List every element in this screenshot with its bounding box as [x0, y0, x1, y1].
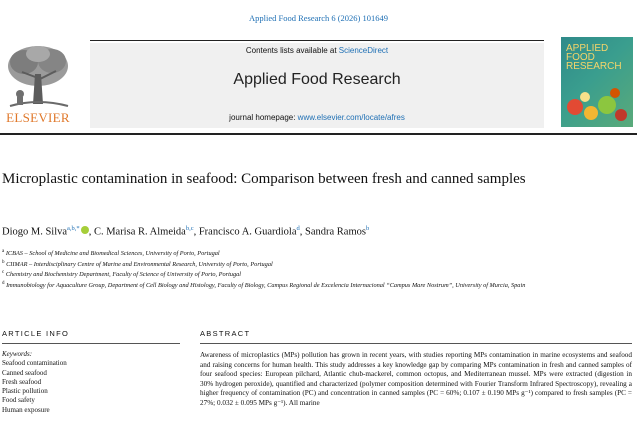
affiliation-mark: c: [2, 270, 5, 276]
affiliation-mark: a: [2, 249, 5, 254]
homepage-prefix: journal homepage:: [229, 113, 298, 122]
keyword-item: Plastic pollution: [2, 387, 48, 396]
elsevier-tree-icon: [2, 44, 74, 110]
author-name[interactable]: Diogo M. Silva: [2, 226, 68, 238]
author-affiliation-mark[interactable]: a,b,*: [67, 225, 80, 232]
keywords-block: [2, 350, 182, 415]
keywords-label: Keywords:: [2, 350, 33, 358]
contents-prefix: Contents lists available at: [245, 46, 339, 55]
article-title: Microplastic contamination in seafood: Comparison between fresh and canned samples: [2, 171, 526, 187]
cover-title: [566, 44, 630, 71]
header-bottom-rule: [0, 133, 637, 135]
journal-name: Applied Food Research: [233, 71, 401, 88]
keyword-item: Seafood contamination: [2, 359, 67, 368]
orcid-icon[interactable]: [81, 226, 89, 234]
cover-title-line-2: FOOD: [566, 52, 595, 63]
homepage-link[interactable]: www.elsevier.com/locate/afres: [297, 113, 405, 122]
affiliations: [2, 248, 562, 291]
author-affiliation-mark[interactable]: b: [365, 225, 370, 232]
article-info-heading: ARTICLE INFO: [2, 329, 70, 338]
affiliation-item: [2, 248, 562, 259]
affiliation-mark: d: [2, 281, 5, 287]
author-list: Diogo M. Silva$^{a,b,*}$ , C. Marisa R. Almeida$^{b,c}$, Francisco A. Guardiola$^d$, Sandra Ramos$^b$: [2, 225, 370, 238]
keyword-item: Food safety: [2, 396, 35, 405]
sciencedirect-link[interactable]: ScienceDirect: [338, 46, 389, 55]
affiliation-text: CIIMAR – Interdisciplinary Centre of Marine and Environmental Research, University of Porto, Portugal: [6, 260, 273, 268]
keyword-item: Human exposure: [2, 405, 50, 414]
affiliation-item: [2, 269, 562, 280]
keyword-item: Fresh seafood: [2, 377, 42, 386]
affiliation-item: [2, 280, 562, 291]
author-name[interactable]: Sandra Ramos: [305, 226, 366, 238]
cover-title-line-3: RESEARCH: [566, 61, 622, 72]
author-name[interactable]: Francisco A. Guardiola: [198, 226, 297, 238]
elsevier-wordmark: ELSEVIER: [6, 110, 70, 125]
journal-citation[interactable]: Applied Food Research 6 (2026) 101649: [248, 13, 389, 23]
affiliation-text: ICBAS – School of Medicine and Biomedical Sciences, University of Porto, Portugal: [5, 250, 220, 258]
affiliation-text: Chemistry and Biochemistry Department, Faculty of Science of University of Porto, Portugal: [5, 271, 242, 279]
affiliation-text: Immunobiology for Aquaculture Group, Department of Cell Biology and Histology, Faculty of Biology, Campus Regional de Excelencia Internacional “Campus Mare Nostrum”, University of Murcia, Spain: [6, 282, 526, 290]
affiliation-item: [2, 259, 562, 270]
article-info-rule: [2, 343, 180, 344]
abstract-rule: [200, 343, 632, 344]
homepage-line: [90, 113, 544, 122]
keyword-item: Canned seafood: [2, 368, 47, 377]
affiliation-mark: b: [2, 259, 5, 265]
author-affiliation-mark[interactable]: d: [296, 225, 300, 232]
abstract-text: Awareness of microplastics (MPs) pollution has grown in recent years, with studies reporting MPs contamination in marine ecosystems and seafood and raising concerns for human health. This study addresses a key knowledge gap by comparing MPs contamination in fresh and canned samples of four seafood species: European pilchard, Atlantic chub-mackerel, common octopus, and Mediterranean mussel. MPs were extracted (digestion in 30% hydrogen peroxide), quantified and characterized (polymer composition determined with Fourier Transform Infrared Spectroscopy), revealing a higher frequency of contamination (PC) and concentration in canned samples (PC = 60%; 0.107 ± 0.190 MPs g⁻¹) compared to fresh samples (PC = 27%; 0.032 ± 0.095 MPs g⁻¹). All marine: [200, 351, 632, 407]
cover-title-line-1: APPLIED: [566, 43, 609, 54]
abstract-heading: ABSTRACT: [200, 329, 251, 338]
author-affiliation-mark[interactable]: b,c: [185, 225, 194, 232]
header-top-rule: [90, 40, 544, 41]
contents-line: [90, 46, 544, 55]
author-name[interactable]: C. Marisa R. Almeida: [93, 226, 186, 238]
